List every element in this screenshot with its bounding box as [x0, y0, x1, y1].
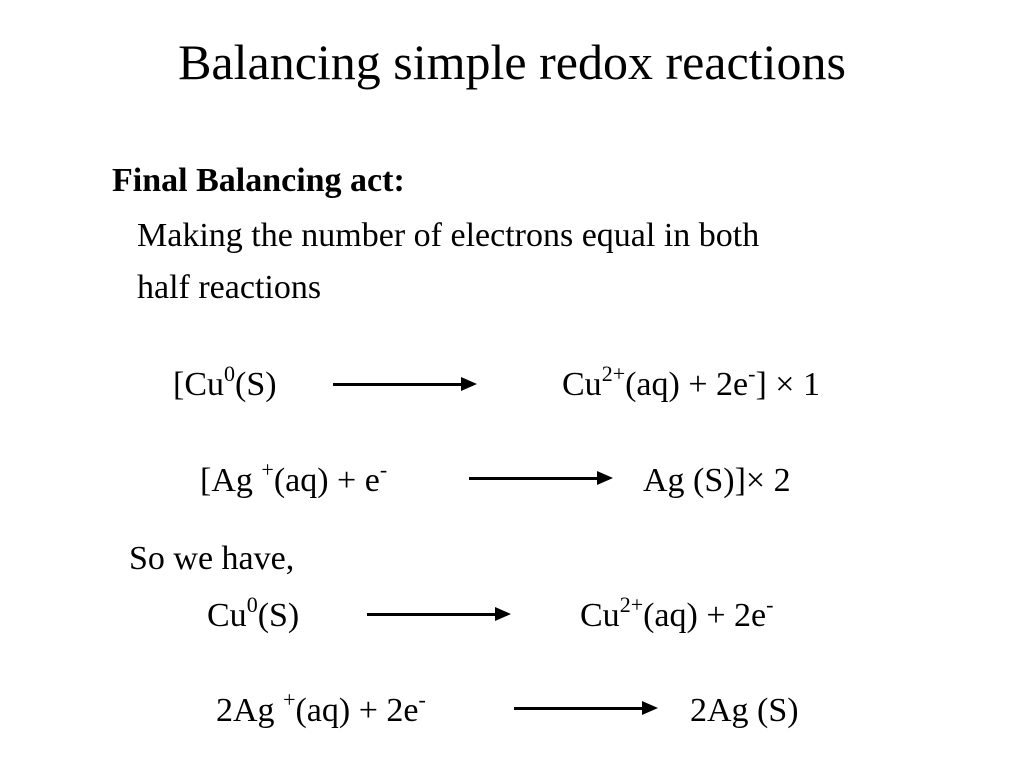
eq1-product-text: Cu — [562, 366, 602, 403]
eq2-reactant-superscript: + — [261, 457, 274, 482]
eq1-product-mid: (aq) + 2e — [625, 366, 749, 403]
eq3-product-text: Cu — [580, 597, 620, 634]
body-line-2: half reactions — [137, 269, 322, 306]
eq2-reactant — [200, 457, 388, 499]
eq3-arrow — [367, 613, 507, 616]
slide-title: Balancing simple redox reactions — [178, 34, 846, 90]
eq3-electron-superscript: - — [766, 592, 774, 617]
eq3-product-superscript: 2+ — [619, 592, 644, 617]
eq4-reactant — [216, 687, 426, 729]
eq4-reactant-text: 2Ag — [216, 692, 284, 729]
eq4-electron-superscript: - — [418, 687, 426, 712]
so-we-have-text: So we have, — [129, 540, 295, 577]
eq4-product: 2Ag (S) — [690, 692, 799, 729]
eq3-reactant — [207, 592, 300, 634]
eq2-electron-superscript: - — [379, 457, 388, 482]
eq3-reactant-superscript: 0 — [246, 592, 258, 617]
eq2-product: Ag (S)]× 2 — [643, 462, 791, 499]
eq4-reactant-superscript: + — [283, 687, 296, 712]
eq2-reactant-text: [Ag — [200, 462, 262, 499]
eq1-product-superscript: 2+ — [601, 361, 626, 386]
section-heading: Final Balancing act: — [112, 162, 405, 199]
body-line-1: Making the number of electrons equal in both — [137, 217, 760, 254]
eq1-electron-superscript: - — [748, 361, 756, 386]
eq3-reactant-text: Cu — [207, 597, 247, 634]
eq1-multiplier: ] × 1 — [755, 366, 820, 403]
eq1-arrow — [333, 383, 473, 386]
eq3-product-mid: (aq) + 2e — [643, 597, 767, 634]
eq1-reactant-state: (S) — [235, 366, 277, 403]
eq1-reactant — [173, 361, 277, 403]
eq2-reactant-mid: (aq) + e — [273, 462, 380, 499]
eq4-reactant-mid: (aq) + 2e — [295, 692, 419, 729]
eq3-product — [580, 592, 774, 634]
eq4-arrow — [514, 707, 654, 710]
eq1-reactant-text: [Cu — [173, 366, 224, 403]
eq3-reactant-state: (S) — [257, 597, 300, 634]
eq2-arrow — [469, 477, 609, 480]
eq1-product — [562, 361, 820, 403]
eq1-reactant-superscript: 0 — [224, 361, 235, 386]
